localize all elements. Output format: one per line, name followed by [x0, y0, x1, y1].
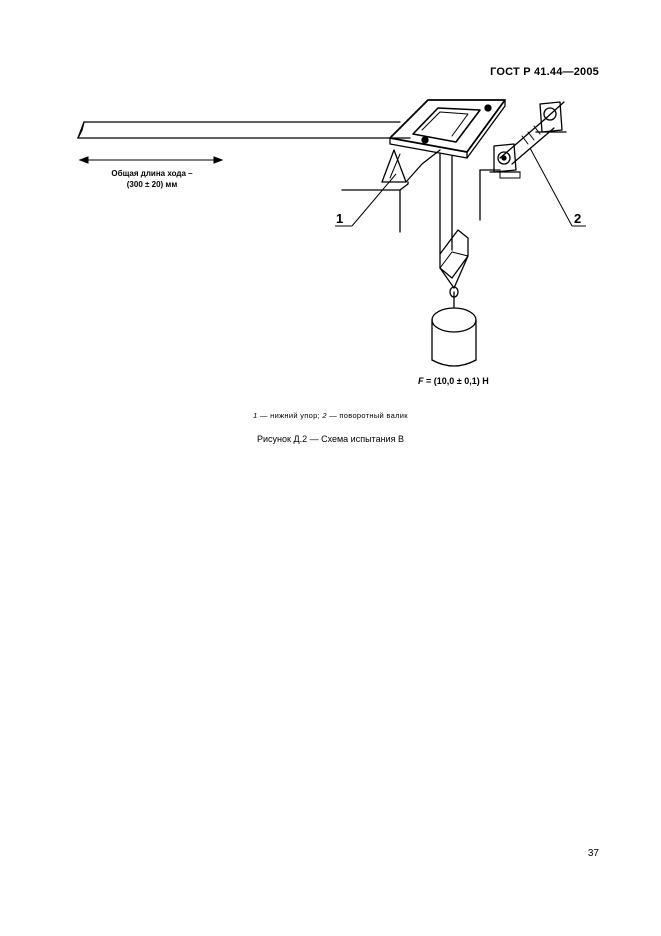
legend-num-2: 2 [322, 411, 327, 420]
weight-top [432, 308, 476, 332]
force-value: = (10,0 ± 0,1) Н [423, 376, 489, 386]
legend-text-1: — нижний упор; [257, 411, 323, 420]
hanger-clamp [440, 230, 468, 278]
force-label [418, 376, 489, 386]
stroke-length-value: (300 ± 20) мм [126, 180, 178, 189]
callout-1: 1 [336, 211, 344, 226]
webbing-strap [78, 122, 400, 138]
stroke-length-label: Общая длина хода – [111, 169, 193, 178]
page-number: 37 [587, 848, 599, 859]
legend-text-2: — поворотный валик [326, 411, 408, 420]
plate-hole-2 [485, 105, 491, 111]
stroke-dimension [80, 157, 222, 163]
test-scheme-drawing [60, 92, 620, 392]
force-variable: F [418, 376, 424, 386]
plate-hole-1 [422, 137, 428, 143]
lower-stop [382, 150, 406, 182]
callout-2: 2 [574, 211, 582, 226]
plate-opening [413, 108, 480, 142]
figure-legend [0, 411, 661, 420]
figure-caption: Рисунок Д.2 — Схема испытания В [257, 434, 404, 444]
standard-designation: ГОСТ Р 41.44—2005 [490, 66, 599, 78]
legend-num-1: 1 [253, 411, 258, 420]
test-scheme-figure [60, 92, 620, 392]
